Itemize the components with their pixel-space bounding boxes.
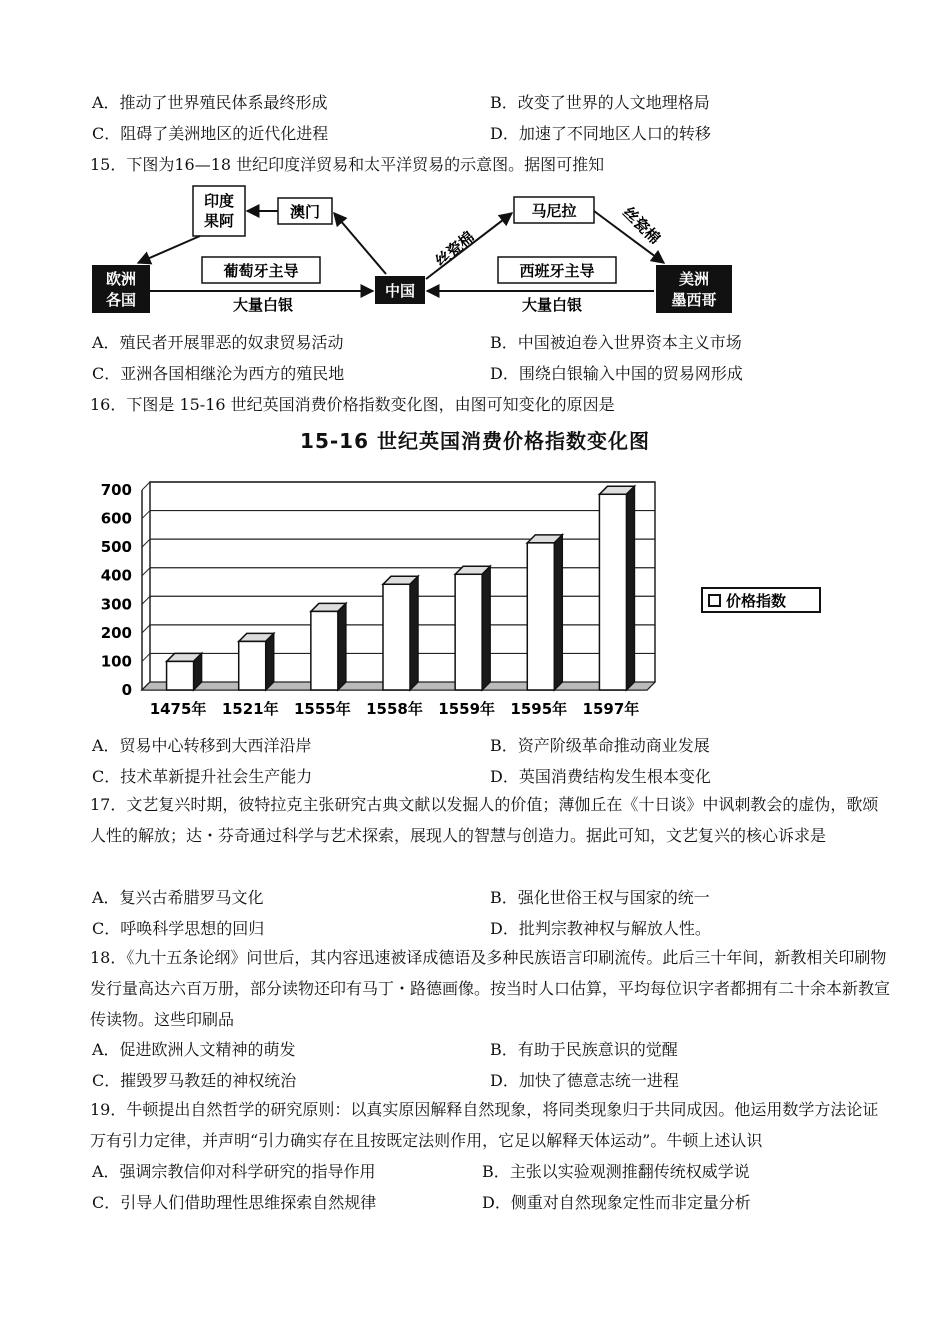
americas-label-2: 墨西哥 bbox=[671, 291, 717, 309]
q17-option-b: B．强化世俗王权与国家的统一 bbox=[490, 888, 710, 907]
bar-side bbox=[338, 603, 346, 690]
q18-stem: 18．《九十五条论纲》问世后，其内容迅速被译成德语及多种民族语言印刷流传。此后三十年间，新教相关印刷物发行量高达六百万册，部分读物还印有马丁・路德画像。按当时人口估算，平均每位识字者都拥有二十余本新教宣传读物。这些印刷品 bbox=[90, 948, 891, 1029]
y-tick-label: 0 bbox=[121, 681, 132, 699]
q16-option-b: B．资产阶级革命推动商业发展 bbox=[490, 736, 710, 755]
q19-stem: 19．牛顿提出自然哲学的研究原则：以真实原因解释自然现象，将同类现象归于共同成因。他运用数学方法论证万有引力定律，并声明“引力确实存在且按既定法则作用，它足以解释天体运动”。牛顿上述认识 bbox=[90, 1100, 879, 1150]
legend-label: 价格指数 bbox=[726, 592, 787, 610]
q17-option-d: D．批判宗教神权与解放人性。 bbox=[490, 919, 711, 938]
q18-option-c: C．摧毁罗马教廷的神权统治 bbox=[92, 1071, 297, 1090]
bar-side bbox=[410, 576, 418, 690]
legend-swatch bbox=[709, 595, 720, 606]
q14-option-a: A．推动了世界殖民体系最终形成 bbox=[92, 93, 328, 112]
bar bbox=[239, 641, 266, 690]
china-label: 中国 bbox=[384, 282, 416, 300]
q16-option-a: A．贸易中心转移到大西洋沿岸 bbox=[92, 736, 312, 755]
price-index-chart bbox=[92, 478, 842, 723]
q14-option-c: C．阻碍了美洲地区的近代化进程 bbox=[92, 124, 329, 143]
silver-left-label: 大量白银 bbox=[232, 296, 294, 314]
q19-option-a: A．强调宗教信仰对科学研究的指导作用 bbox=[92, 1162, 376, 1181]
q16-stem: 16．下图是 15-16 世纪英国消费价格指数变化图，由图可知变化的原因是 bbox=[90, 395, 615, 414]
chart-title: 15-16 世纪英国消费价格指数变化图 bbox=[300, 429, 650, 453]
q17-option-a: A．复兴古希腊罗马文化 bbox=[92, 888, 264, 907]
q16-option-c: C．技术革新提升社会生产能力 bbox=[92, 767, 313, 786]
q18-option-b: B．有助于民族意识的觉醒 bbox=[490, 1040, 678, 1059]
arrow-india-europe bbox=[138, 236, 200, 263]
q19-option-b: B．主张以实验观测推翻传统权威学说 bbox=[482, 1162, 750, 1181]
bar bbox=[599, 494, 626, 690]
europe-label-1: 欧洲 bbox=[105, 270, 137, 288]
silk-left-label: 丝瓷棉 bbox=[431, 227, 478, 271]
bar-side bbox=[554, 535, 562, 690]
bar bbox=[311, 611, 338, 690]
bar bbox=[455, 574, 482, 690]
x-tick-label: 1597年 bbox=[582, 700, 640, 718]
q15-option-a: A．殖民者开展罪恶的奴隶贸易活动 bbox=[92, 333, 344, 352]
q16-option-d: D．英国消费结构发生根本变化 bbox=[490, 767, 711, 786]
y-tick-label: 600 bbox=[100, 509, 132, 528]
grid-depth bbox=[142, 539, 150, 547]
q15-option-b: B．中国被迫卷入世界资本主义市场 bbox=[490, 333, 742, 352]
grid-depth bbox=[142, 625, 150, 633]
x-tick-label: 1595年 bbox=[510, 700, 568, 718]
q15-option-d: D．围绕白银输入中国的贸易网形成 bbox=[490, 364, 743, 383]
q18-option-d: D．加快了德意志统一进程 bbox=[490, 1071, 679, 1090]
y-tick-label: 100 bbox=[100, 652, 132, 671]
europe-label-2: 各国 bbox=[105, 291, 137, 309]
grid-depth bbox=[142, 653, 150, 661]
manila-label: 马尼拉 bbox=[531, 202, 577, 220]
y-tick-label: 700 bbox=[100, 481, 132, 499]
y-tick-label: 400 bbox=[100, 566, 132, 585]
spain-label: 西班牙主导 bbox=[519, 262, 595, 280]
bar-side bbox=[626, 486, 634, 690]
trade-diagram bbox=[90, 183, 750, 323]
grid-depth bbox=[142, 511, 150, 519]
y-tick-label: 300 bbox=[100, 595, 132, 614]
q14-option-d: D．加速了不同地区人口的转移 bbox=[490, 124, 711, 143]
grid-depth bbox=[142, 596, 150, 604]
q15-option-c: C．亚洲各国相继沦为西方的殖民地 bbox=[92, 364, 345, 383]
grid-depth bbox=[142, 482, 150, 490]
q19-option-d: D．侧重对自然现象定性而非定量分析 bbox=[482, 1193, 751, 1212]
india-goa-label-2: 果阿 bbox=[203, 212, 235, 230]
bar bbox=[167, 661, 194, 690]
x-tick-label: 1475年 bbox=[149, 700, 207, 718]
silver-right-label: 大量白银 bbox=[521, 296, 583, 314]
x-tick-label: 1558年 bbox=[366, 700, 423, 718]
macau-label: 澳门 bbox=[289, 203, 321, 221]
y-tick-label: 200 bbox=[100, 623, 132, 642]
grid-depth bbox=[142, 568, 150, 576]
arrow-china-macau bbox=[334, 213, 386, 274]
india-goa-label-1: 印度 bbox=[203, 192, 235, 210]
x-tick-label: 1559年 bbox=[438, 700, 496, 718]
q17-option-c: C．呼唤科学思想的回归 bbox=[92, 919, 265, 938]
q14-option-b: B．改变了世界的人文地理格局 bbox=[490, 93, 710, 112]
bar bbox=[383, 584, 410, 690]
bar-side bbox=[266, 633, 274, 690]
bar bbox=[527, 543, 554, 690]
q19-option-c: C．引导人们借助理性思维探索自然规律 bbox=[92, 1193, 377, 1212]
portugal-label: 葡萄牙主导 bbox=[223, 262, 299, 280]
q17-stem: 17．文艺复兴时期，彼特拉克主张研究古典文献以发掘人的价值；薄伽丘在《十日谈》中讽刺教会的虚伪，歌颂人性的解放；达・芬奇通过科学与艺术探索，展现人的智慧与创造力。据此可知，文艺复兴的核心诉求是 bbox=[90, 795, 879, 845]
silk-right-label: 丝瓷棉 bbox=[619, 203, 664, 248]
q18-option-a: A．促进欧洲人文精神的萌发 bbox=[92, 1040, 296, 1059]
bar-side bbox=[482, 566, 490, 690]
y-tick-label: 500 bbox=[100, 538, 132, 557]
x-tick-label: 1521年 bbox=[221, 700, 279, 718]
x-tick-label: 1555年 bbox=[293, 700, 351, 718]
q15-stem: 15．下图为16—18 世纪印度洋贸易和太平洋贸易的示意图。据图可推知 bbox=[90, 155, 605, 174]
americas-label-1: 美洲 bbox=[678, 270, 710, 288]
